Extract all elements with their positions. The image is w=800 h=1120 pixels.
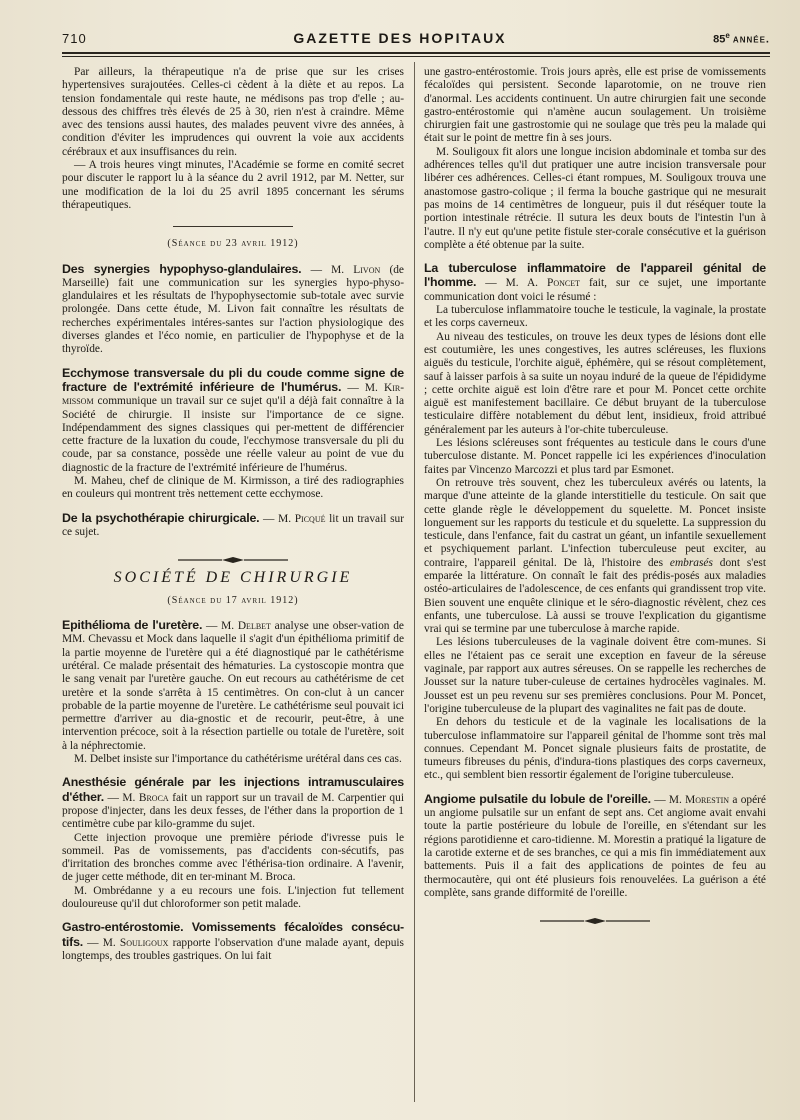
article-synergies: Des synergies hypophyso-glandulaires. — M. Livon (de Marseille) fait une communication sur les synergies hypo-physo-glandulaires et les résultats de l'hypophysectomie sub-totale avec survie prolongée. Dans cette étude, M. Livon fait connaître les résultats de recherches expérimentales intéres-santes sur l'action physiologique des diverses glandes et l'éco nomie, en particulier de l'hypophyse et de la thyroïde. [62, 261, 404, 356]
article-title: Anesthésie générale par les injections intramusculaires d'éther. [62, 775, 404, 804]
short-rule [173, 226, 293, 227]
article-ecchymose: Ecchymose transversale du pli du coude comme signe de fracture de l'extrémité inférieure de l'humérus. — M. Kir-missom communique un travail sur ce sujet qu'il a déjà fait connaître à la Société de chirurgie. Il insiste sur l'importance de ce signe. Indépendamment des signes classiques qui per-mettent de différencier cette fracture de la luxation du coude, l'ecchymose transversale du pli du coude, par sa constance, possède une réelle valeur au point de vue du diagnostic de la fracture de l'extrémité inférieure de l'humérus. [62, 365, 404, 474]
author-name: Kir-missom [62, 381, 404, 408]
paragraph: Les lésions tuberculeuses de la vaginale doivent être com-munes. Si elles ne l'étaient pas ce serait une exception en faveur de la séreuse vaginale, par rapport aux autres séreuses. On se rappelle les recherches de Jousset sur la nature tuber-culeuse de certaines hydrocèles vaginales. M. Jousset est un peu revenu sur ses premières conclusions. Pour M. Poncet, l'origine tuberculeuse de la plupart des vaginalites ne fait pas de doute. [424, 636, 766, 715]
header-rule [62, 52, 770, 54]
session-date: (Séance du 17 avril 1912) [167, 594, 299, 606]
paragraph: La tuberculose inflammatoire touche le testicule, la vaginale, la prostate et les corps caverneux. [424, 304, 766, 330]
article-anesthesie: Anesthésie générale par les injections intramusculaires d'éther. — M. Broca fait un rapport sur un travail de M. Carpentier qui propose d'injecter, dans les deux fesses, de l'éther dans la proportion de 1 centimètre cube par kilo-gramme du sujet. [62, 775, 404, 831]
article-epithelioma: Epithélioma de l'uretère. — M. Delbet analyse une obser-vation de MM. Chevassu et Mock dans laquelle il s'agit d'un épithélioma primitif de la partie moyenne de l'uretère qui a été diagnostiqué par le cathétérisme urétéral. Ce malade présentait des hématuries. La cystoscopie montra que le sang venait par l'uretère gauche. On eut recours au cathétérisme de cet uretère et la sonde s'arrêta à 15 centimètres. On con-clut à un cancer probable de la partie moyenne de l'uretère. Le cathétérisme seul pouvait ici permettre d'arriver au dia-gnostic et de recourir, peut-être, à une intervention précoce, soit à la résection partielle ou totale de l'uretère, soit à la néphrectomie. [62, 618, 404, 752]
article-title: Ecchymose transversale du pli du coude comme signe de fracture de l'extrémité inférieure de l'humérus. [62, 365, 404, 394]
author-name: Souligoux [119, 936, 169, 949]
article-title: De la psychothérapie chirurgicale. [62, 510, 260, 525]
author-name: Livon [353, 263, 381, 276]
journal-title: GAZETTE DES HOPITAUX [293, 30, 507, 46]
paragraph: Au niveau des testicules, on trouve les deux types de lésions dont elle est coutumière, les unes congestives, les autres scléreuses, les fluxions aiguës du testicule, l'orchite aiguë, éphémère, qui se résout complètement, sauf à laisser parfois à sa suite un noyau induré de la queue de l'épididyme ; cette orchite aiguë est loin d'être rare et pour M. Poncet cette orchite aiguë est manifestement bacillaire. Ce début bruyant de la tuberculose testiculaire diffère notablement du début lent, insidieux, froid attribué généralement par les auteurs à l'or-chite tuberculeuse. [424, 330, 766, 436]
right-column [424, 66, 766, 931]
year-label: 85e année. [713, 31, 770, 46]
paragraph: Par ailleurs, la thérapeutique n'a de prise que sur les crises hypertensives surajoutées. Celles-ci cèdent à la diète et au repos. La tension fondamentale qui reste haute, ne médisons pas trop d'elle ; au-dessous des chiffres très élevés de 25 à 30, rien n'est à craindre. Même avec des tensions aussi hautes, des malades peuvent vivre des années, à condition d'éviter les imprudences qui ouvrent la voie aux accidents cérébraux et aux insuffisances du rein. [62, 66, 404, 158]
article-title: Angiome pulsatile du lobule de l'oreille. [424, 791, 651, 806]
paragraph: M. Ombrédanne y a eu recours une fois. L'injection fut tellement douloureuse qu'il dut chloroformer son petit malade. [62, 884, 404, 911]
article-gastro: Gastro-entérostomie. Vomissements fécaloïdes consécu-tifs. — M. Souligoux rapporte l'observation d'une malade ayant, depuis longtemps, des troubles gastriques. On lui fait [62, 920, 404, 962]
article-title: Epithélioma de l'uretère. [62, 618, 203, 633]
emphasis: embrasés [669, 556, 713, 569]
author-name: Picqué [294, 512, 326, 525]
column-divider [414, 62, 415, 1102]
article-title: Des synergies hypophyso-glandulaires. [62, 261, 302, 276]
paragraph: Cette injection provoque une première période d'ivresse puis le sommeil. Pas de vomissements, pas d'accidents con-sécutifs, pas d'irritation des bronches comme avec l'éthérisa-tion ordinaire. A l'avenir, de juger cette méthode, dit en ter-minant M. Broca. [62, 831, 404, 884]
section-heading: SOCIÉTÉ DE CHIRURGIE [113, 568, 353, 586]
article-angiome: Angiome pulsatile du lobule de l'oreille. — M. Morestin a opéré un angiome pulsatile sur un enfant de sept ans. Cet angiome avait envahi toute la partie postérieure du lobule de l'oreille, en s'étendant sur les régions parotidienne et caro-tidienne. M. Morestin a pratiqué la ligature de la carotide externe et de ses branches, ce qui a mis fin immédiatement aux battements. Puis il a fait des applications de pointes de feu au thermocautère, qui ont été plusieurs fois renouvelées. La guérison a été complète, sans grande difformité de l'oreille. [424, 791, 766, 899]
left-column [62, 66, 404, 963]
page-header [62, 30, 770, 50]
paragraph: M. Delbet insiste sur l'importance du cathétérisme urétéral dans ces cas. [74, 753, 402, 766]
ornament-divider [424, 914, 766, 927]
paragraph: On retrouve très souvent, chez les tuberculeux avérés ou latents, la marque d'une atteinte de la glande interstitielle du testicule. On sait que cette glande règle le développement du squelette. M. Poncet insiste longuement sur les rapports du testicule et du squelette. La suppression du testicule, dans l'enfance, fait du castrat un géant, un infantile sexuellement et psychiquement parlant. L'infection tuberculeuse peut exciter, au contraire, l'appareil génital. De là, l'histoire des embrasés dont s'est emparée la littérature. On connaît le fait des prédis-posés aux maladies ostéo-articulaires de l'adolescence, de ces enfants qui grandissent trop vite. Bien souvent une enquête clinique et le séro-diagnostic révèlent, chez ces enfants, une tuberculose. Là aussi se trouve l'explication du gigantisme vrai qui se termine par une tuberculose à marche rapide. [424, 476, 766, 636]
paragraph: une gastro-entérostomie. Trois jours après, elle est prise de vomissements fécaloïdes qui persistent. Seconde laparotomie, on ne trouve rien d'anormal. Les accidents continuent. Un autre chirurgien fait une seconde gastro-entérostomie qui n'amène aucun soulagement. Un troisième chirurgien fait une gastrostomie qui ne soulage que très peu la malade qui était sur le point de mettre fin à ses jours. [424, 66, 766, 145]
article-psychotherapie: De la psychothérapie chirurgicale. — M. Picqué lit un travail sur ce sujet. [62, 510, 404, 538]
paragraph: — A trois heures vingt minutes, l'Académie se forme en comité secret pour discuter le rapport lu à la séance du 2 avril 1912, par M. Netter, sur une modification de la loi du 25 avril 1895 concernant les sérums thérapeutiques. [62, 159, 404, 211]
page-number: 710 [62, 31, 87, 46]
author-name: Broca [138, 791, 169, 804]
paragraph: En dehors du testicule et de la vaginale les localisations de la tuberculose inflammatoire sur l'appareil génital de l'homme sont très mal connues. Cependant M. Poncet signale plusieurs faits de prostatite, de tumeurs fibreuses du pénis, d'indura-tions plastiques des corps caverneux, etc., qui semblent bien ressortir également de l'origine tuberculeuse. [424, 716, 766, 782]
article-title: Gastro-entérostomie. Vomissements fécaloïdes consécu-tifs. [62, 920, 404, 949]
session-date: (Séance du 23 avril 1912) [167, 238, 299, 250]
author-name: Poncet [546, 277, 580, 290]
paragraph: Les lésions scléreuses sont fréquentes au testicule dans le cours d'une tuberculose distante. M. Poncet rappelle ici les expériences d'inoculation faites par Vincenzo Marcozzi et plus tard par Esmonet. [424, 437, 766, 476]
ornament-divider [62, 553, 404, 566]
paragraph: M. Maheu, chef de clinique de M. Kirmisson, a tiré des radiographies en couleurs qui montrent très nettement cette ecchymose. [62, 475, 404, 501]
author-name: Morestin [685, 793, 730, 806]
author-name: Delbet [237, 620, 271, 633]
article-title: La tuberculose inflammatoire de l'appareil génital de l'homme. [424, 261, 766, 290]
article-tuberculose: La tuberculose inflammatoire de l'appareil génital de l'homme. — M. A. Poncet fait, sur ce sujet, une importante communication dont voici le résumé : [424, 261, 767, 303]
header-rule-thin [62, 56, 770, 57]
paragraph: M. Souligoux fit alors une longue incision abdominale et tomba sur des adhérences telles qu'il dut pratiquer une autre incision transversale pour libérer ces adhérences. Celles-ci étant rompues, M. Souligoux trouva une anastomose gastro-colique ; il ferma la bouche gastrique qui ne mesurait pas moins de 14 centimètres de longueur, puis il dut réséquer toute la portion intestinale rétrécie. Il sutura les deux bouts de l'intestin l'un à l'autre. Il n'y eut qu'une petite fistule ster-corale consécutive et la guérison complète a été obtenue par la suite. [424, 145, 766, 251]
